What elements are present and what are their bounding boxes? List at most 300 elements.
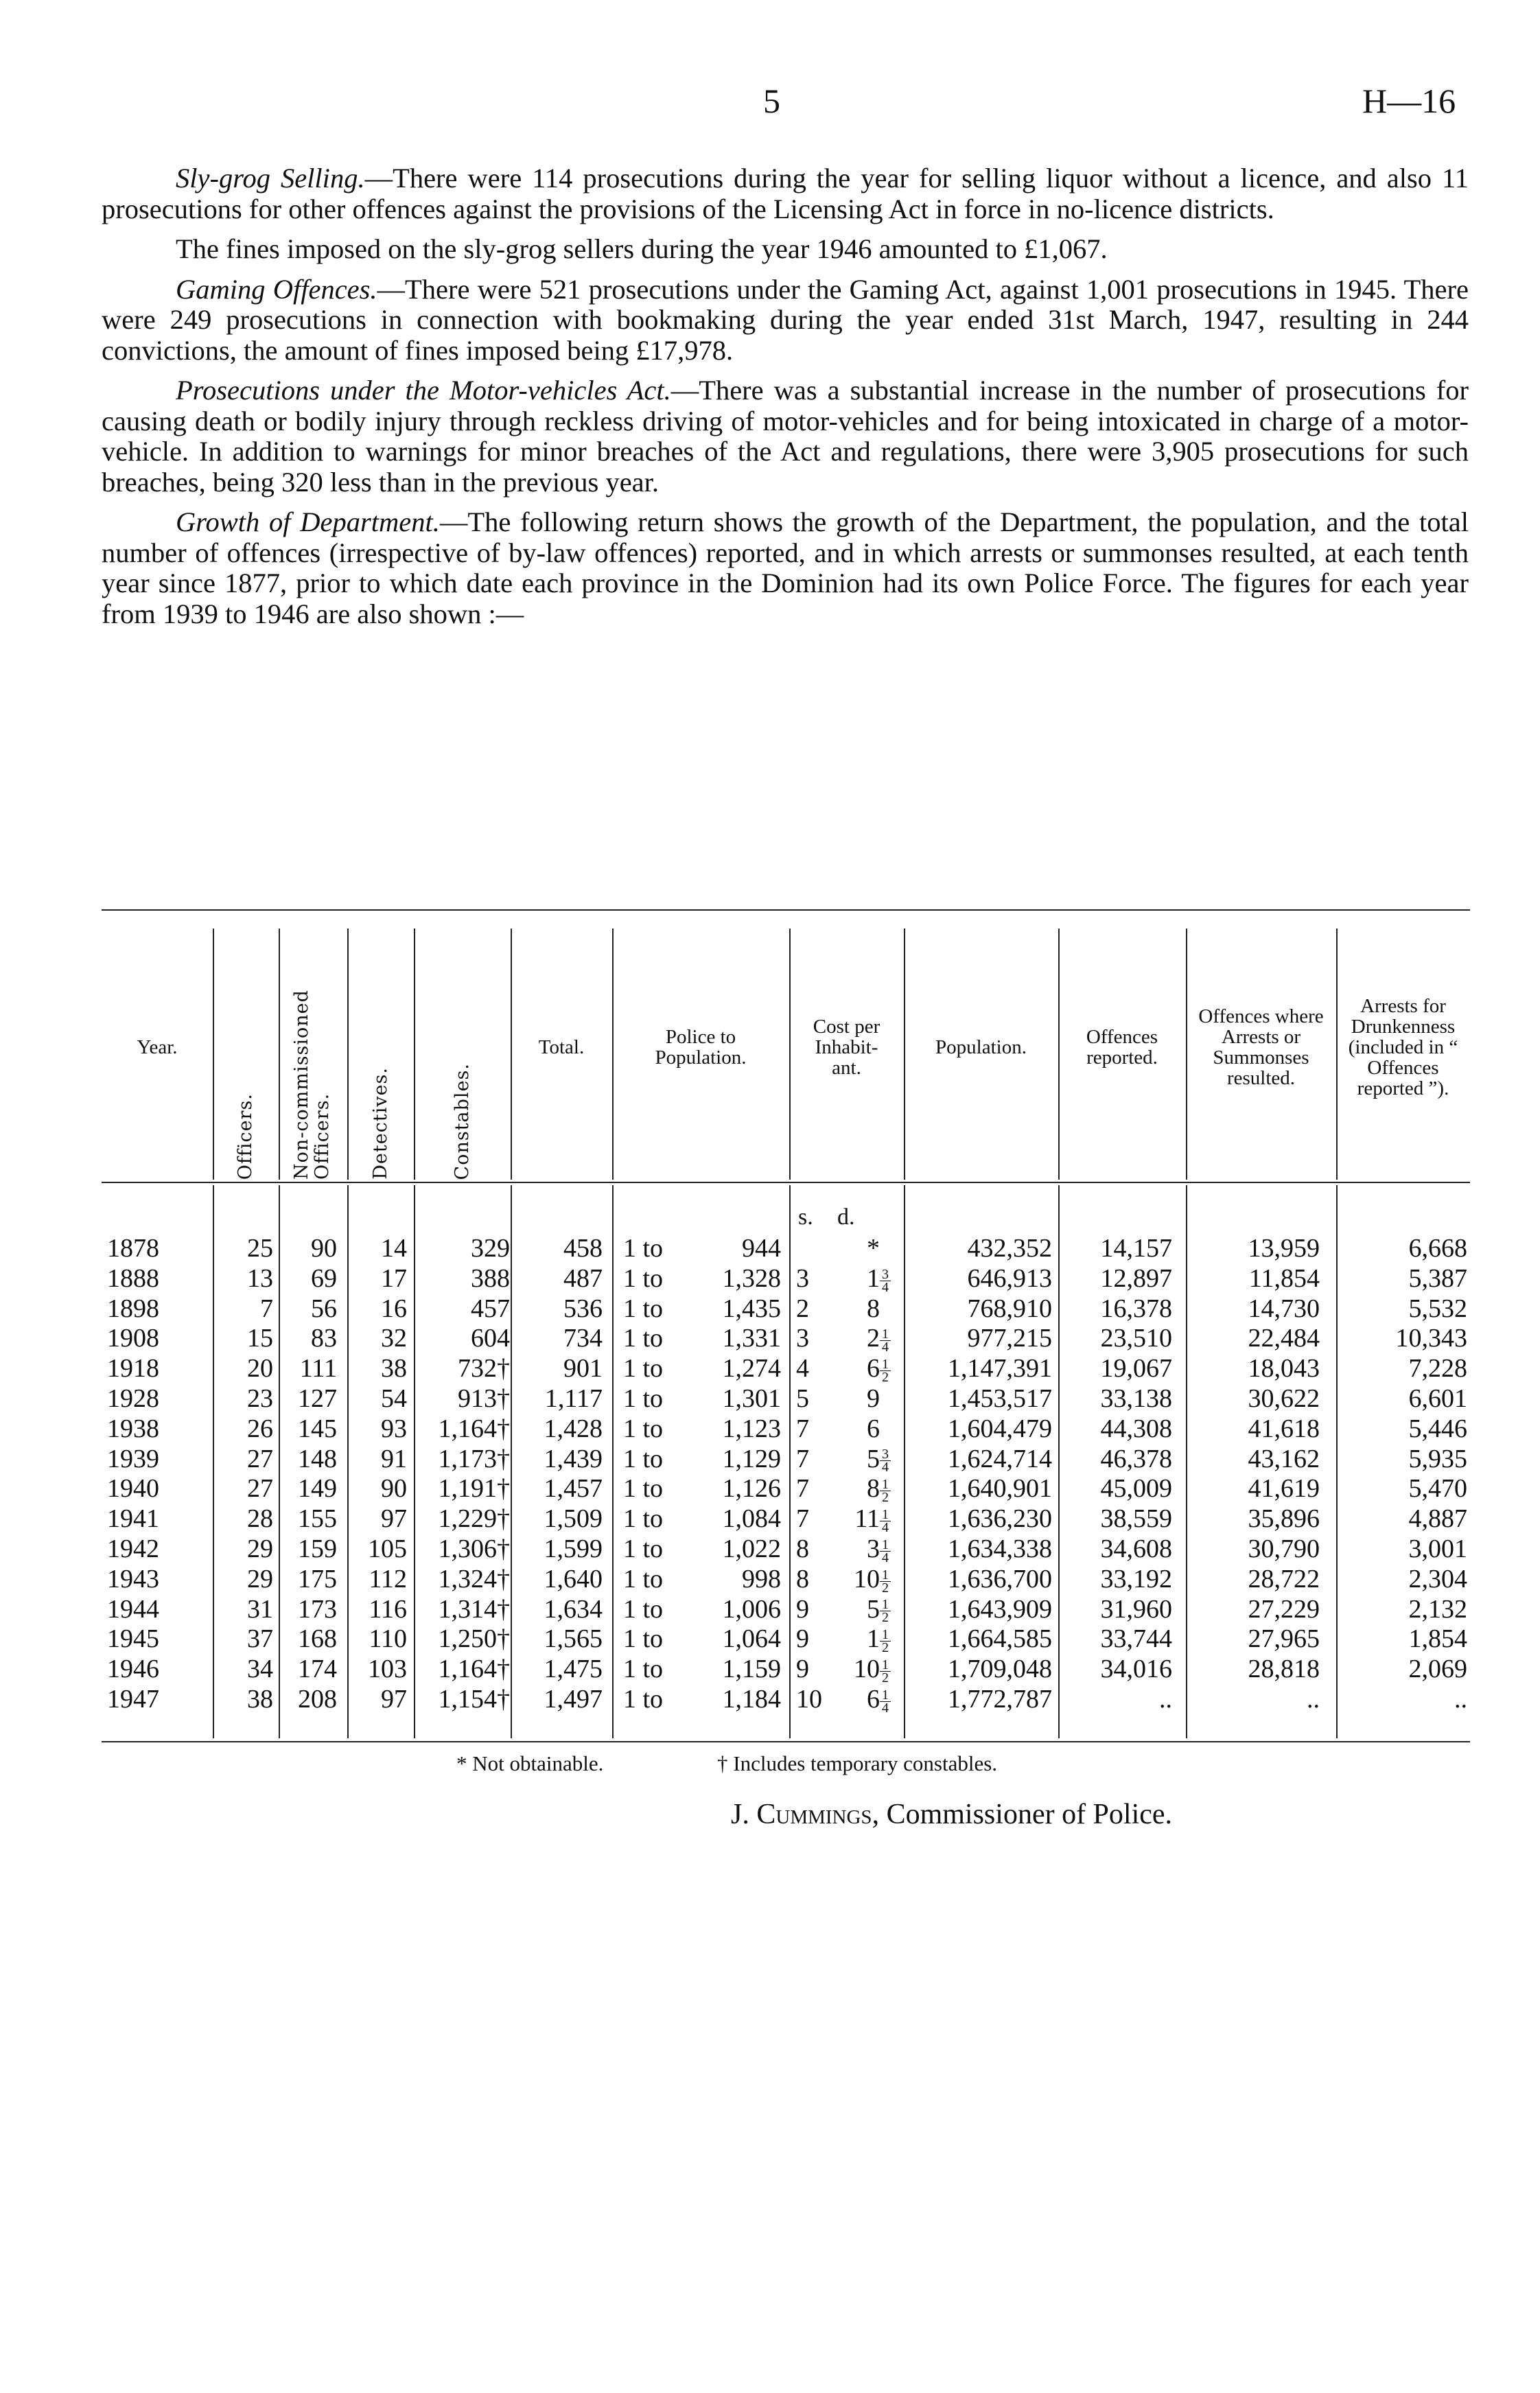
cell-constables: 1,229† xyxy=(438,1504,510,1534)
ratio-prefix: 1 to xyxy=(623,1594,664,1624)
cell-arrests-summonses: 13,959 xyxy=(1248,1234,1320,1263)
paragraph-heading: Growth of Department. xyxy=(176,506,440,537)
column-divider xyxy=(347,929,349,1180)
cell-police-to-population xyxy=(623,1564,781,1594)
cell-arrests-summonses: 22,484 xyxy=(1248,1324,1320,1353)
cost-pence-fraction: $\frac{1}{4}$ xyxy=(880,1508,891,1534)
cell-year: 1888 xyxy=(107,1263,159,1293)
cell-police-to-population xyxy=(623,1323,781,1353)
cell-offences: 34,608 xyxy=(1100,1534,1172,1563)
ratio-prefix: 1 to xyxy=(623,1294,664,1323)
cell-arrests-summonses: 30,622 xyxy=(1248,1384,1320,1413)
cell-police-to-population xyxy=(623,1504,781,1534)
cell-total: 1,439 xyxy=(544,1444,603,1473)
cost-pence-whole: 10 xyxy=(854,1655,880,1684)
cell-total: 1,509 xyxy=(544,1504,603,1534)
cell-cost-shillings: 8 xyxy=(796,1564,809,1594)
cell-constables: 1,314† xyxy=(438,1594,510,1624)
cell-nco: 174 xyxy=(298,1655,337,1684)
column-divider xyxy=(904,929,905,1180)
column-divider xyxy=(612,1185,614,1738)
cost-pence-whole: 1 xyxy=(867,1624,880,1654)
cell-cost-shillings: 7 xyxy=(796,1474,809,1504)
table-header-rule xyxy=(102,1182,1470,1183)
cell-population: 1,636,700 xyxy=(948,1564,1052,1594)
cost-pence-whole: 11 xyxy=(854,1504,880,1534)
cell-police-to-population xyxy=(623,1444,781,1474)
cell-year: 1942 xyxy=(107,1534,159,1563)
column-divider xyxy=(1186,1185,1187,1738)
cell-year: 1898 xyxy=(107,1294,159,1323)
paragraph-text: —There were 114 prosecutions during the year for selling liquor without a licence, and also 11 prosecutions for other offences against the provisions of the Licensing Act in force in no-licence districts. xyxy=(102,163,1469,224)
footnote-temporary-constables: † Includes temporary constables. xyxy=(717,1751,998,1775)
cell-detectives: 116 xyxy=(369,1594,407,1624)
ratio-prefix: 1 to xyxy=(623,1504,664,1534)
cell-nco: 168 xyxy=(298,1624,337,1654)
cost-pence-fraction: $\frac{1}{2}$ xyxy=(880,1569,891,1594)
column-divider xyxy=(279,929,280,1180)
cell-arrests-summonses: 41,618 xyxy=(1248,1414,1320,1443)
cost-unit-shillings: s. xyxy=(798,1204,813,1230)
cell-police-to-population xyxy=(623,1263,781,1294)
ratio-prefix: 1 to xyxy=(623,1414,664,1443)
cell-arrests-summonses: 30,790 xyxy=(1248,1534,1320,1563)
cell-total: 1,497 xyxy=(544,1685,603,1714)
signature-initial: J. xyxy=(731,1799,757,1830)
cell-constables: 604 xyxy=(471,1324,510,1353)
cost-pence-whole: 8 xyxy=(867,1474,880,1504)
cell-nco: 175 xyxy=(298,1564,337,1594)
cell-offences: 38,559 xyxy=(1100,1504,1172,1534)
cell-cost-pence xyxy=(867,1624,891,1654)
cell-constables: 1,164† xyxy=(438,1655,510,1684)
cell-cost-shillings: 4 xyxy=(796,1354,809,1384)
ratio-value: 1,126 xyxy=(722,1474,781,1504)
table-bottom-rule xyxy=(102,1741,1470,1742)
cell-officers: 7 xyxy=(260,1294,273,1323)
cell-cost-shillings: 9 xyxy=(796,1594,809,1624)
ratio-value: 1,274 xyxy=(722,1354,781,1384)
cell-year: 1944 xyxy=(107,1594,159,1624)
cell-population: 1,604,479 xyxy=(948,1414,1052,1443)
table-row xyxy=(102,1294,1470,1324)
header-arrests-summonses-label: Offences where Arrests or Summonses resulted. xyxy=(1198,1005,1324,1089)
cell-total: 458 xyxy=(563,1234,603,1263)
cell-year: 1946 xyxy=(107,1655,159,1684)
column-divider xyxy=(511,929,512,1180)
cell-officers: 27 xyxy=(247,1444,273,1473)
table-row xyxy=(102,1684,1470,1714)
cell-offences: 46,378 xyxy=(1100,1444,1172,1473)
cell-offences: 16,378 xyxy=(1100,1294,1172,1323)
cell-detectives: 16 xyxy=(381,1294,407,1323)
cell-nco: 155 xyxy=(298,1504,337,1534)
cell-drunkenness: 6,601 xyxy=(1408,1384,1467,1413)
cell-drunkenness: .. xyxy=(1454,1685,1467,1714)
cell-year: 1878 xyxy=(107,1234,159,1263)
cell-cost-pence xyxy=(867,1233,891,1263)
table-row xyxy=(102,1594,1470,1624)
cell-nco: 69 xyxy=(311,1263,337,1293)
cell-officers: 34 xyxy=(247,1655,273,1684)
cost-pence-whole: * xyxy=(867,1234,880,1263)
column-divider xyxy=(414,1185,415,1738)
cell-cost-pence xyxy=(867,1473,891,1504)
cost-pence-fraction: $\frac{1}{4}$ xyxy=(880,1328,891,1353)
table-row xyxy=(102,1233,1470,1263)
ratio-prefix: 1 to xyxy=(623,1685,664,1714)
cell-population: 1,643,909 xyxy=(948,1594,1052,1624)
table-row xyxy=(102,1624,1470,1654)
header-nco xyxy=(279,915,347,1180)
cell-year: 1918 xyxy=(107,1354,159,1384)
ratio-value: 1,301 xyxy=(722,1384,781,1413)
header-drunkenness-label: Arrests for Drunkenness (included in “ Offences reported ”). xyxy=(1348,995,1458,1099)
ratio-value: 1,129 xyxy=(722,1444,781,1473)
ratio-prefix: 1 to xyxy=(623,1354,664,1384)
cell-nco: 83 xyxy=(311,1324,337,1353)
cost-pence-whole: 6 xyxy=(867,1354,880,1384)
cell-constables: 1,250† xyxy=(438,1624,510,1654)
header-nco-label: Non-commissioned Officers. xyxy=(291,990,333,1180)
cell-drunkenness: 5,387 xyxy=(1408,1263,1467,1293)
ratio-value: 1,184 xyxy=(722,1685,781,1714)
ratio-prefix: 1 to xyxy=(623,1324,664,1353)
cost-pence-fraction: $\frac{1}{2}$ xyxy=(880,1659,891,1684)
cell-police-to-population xyxy=(623,1233,781,1263)
cell-cost-shillings: 5 xyxy=(796,1384,809,1413)
cell-offences: 44,308 xyxy=(1100,1414,1172,1443)
cell-arrests-summonses: 27,229 xyxy=(1248,1594,1320,1624)
column-divider xyxy=(1186,929,1187,1180)
cell-police-to-population xyxy=(623,1624,781,1654)
cell-drunkenness: 3,001 xyxy=(1408,1534,1467,1563)
cell-officers: 28 xyxy=(247,1504,273,1534)
cell-detectives: 14 xyxy=(381,1234,407,1263)
cell-population: 1,453,517 xyxy=(948,1384,1052,1413)
cell-cost-pence xyxy=(867,1294,891,1324)
cell-total: 1,475 xyxy=(544,1655,603,1684)
cell-year: 1940 xyxy=(107,1474,159,1504)
ratio-value: 1,006 xyxy=(722,1594,781,1624)
cell-offences: 33,744 xyxy=(1100,1624,1172,1654)
table-row xyxy=(102,1323,1470,1353)
ratio-value: 1,022 xyxy=(722,1534,781,1563)
cell-total: 1,634 xyxy=(544,1594,603,1624)
cell-drunkenness: 10,343 xyxy=(1395,1324,1467,1353)
ratio-prefix: 1 to xyxy=(623,1384,664,1413)
cell-detectives: 32 xyxy=(381,1324,407,1353)
cell-total: 901 xyxy=(563,1354,603,1384)
header-constables-label: Constables. xyxy=(451,1062,473,1180)
cell-year: 1941 xyxy=(107,1504,159,1534)
cell-offences: .. xyxy=(1159,1685,1172,1714)
cell-cost-pence xyxy=(854,1564,891,1594)
cell-nco: 90 xyxy=(311,1234,337,1263)
cost-pence-whole: 9 xyxy=(867,1384,880,1413)
cell-year: 1938 xyxy=(107,1414,159,1443)
cell-offences: 33,192 xyxy=(1100,1564,1172,1594)
header-year: Year. xyxy=(137,1036,178,1058)
cell-cost-shillings: 10 xyxy=(796,1685,822,1714)
cell-year: 1939 xyxy=(107,1444,159,1473)
paragraph-growth xyxy=(102,507,1469,629)
cell-constables: 1,324† xyxy=(438,1564,510,1594)
ratio-prefix: 1 to xyxy=(623,1263,664,1293)
cost-pence-whole: 6 xyxy=(867,1414,880,1443)
cell-population: 1,636,230 xyxy=(948,1504,1052,1534)
cell-total: 1,117 xyxy=(544,1384,603,1413)
cell-constables: 388 xyxy=(471,1263,510,1293)
cost-pence-fraction: $\frac{1}{2}$ xyxy=(880,1478,891,1504)
cell-detectives: 97 xyxy=(381,1504,407,1534)
ratio-prefix: 1 to xyxy=(623,1234,664,1263)
cell-officers: 25 xyxy=(247,1234,273,1263)
cost-pence-whole: 5 xyxy=(867,1444,880,1473)
cell-detectives: 110 xyxy=(369,1624,407,1654)
cell-detectives: 112 xyxy=(369,1564,407,1594)
table-row xyxy=(102,1564,1470,1594)
header-officers xyxy=(213,915,279,1180)
column-divider xyxy=(1058,1185,1060,1738)
cell-arrests-summonses: 11,854 xyxy=(1248,1263,1320,1293)
cost-pence-fraction: $\frac{3}{4}$ xyxy=(880,1268,891,1294)
cell-officers: 26 xyxy=(247,1414,273,1443)
header-detectives xyxy=(347,915,414,1180)
cell-police-to-population xyxy=(623,1684,781,1714)
signature xyxy=(731,1798,1172,1831)
cost-pence-fraction: $\frac{1}{4}$ xyxy=(880,1689,891,1714)
cell-cost-pence xyxy=(867,1534,891,1564)
cell-year: 1908 xyxy=(107,1324,159,1353)
cell-cost-pence xyxy=(867,1414,891,1444)
cell-cost-pence xyxy=(867,1684,891,1714)
cell-officers: 27 xyxy=(247,1474,273,1504)
cell-detectives: 93 xyxy=(381,1414,407,1443)
cell-drunkenness: 4,887 xyxy=(1408,1504,1467,1534)
column-divider xyxy=(1336,929,1338,1180)
paragraph-text: —There were 521 prosecutions under the Gaming Act, against 1,001 prosecutions in 1945. There were 249 prosecutions in connection with bookmaking during the year ended 31st March, 1947, resulting in 244 convictions, the amount of fines imposed being £17,978. xyxy=(102,273,1469,366)
cell-police-to-population xyxy=(623,1534,781,1564)
paragraph-text: The fines imposed on the sly-grog sellers during the year 1946 amounted to £1,067. xyxy=(176,233,1108,264)
ratio-value: 998 xyxy=(742,1564,781,1594)
cell-population: 768,910 xyxy=(967,1294,1052,1323)
column-divider xyxy=(213,1185,214,1738)
ratio-value: 1,064 xyxy=(722,1624,781,1654)
cell-offences: 23,510 xyxy=(1100,1324,1172,1353)
column-divider xyxy=(414,929,415,1180)
cell-arrests-summonses: 35,896 xyxy=(1248,1504,1320,1534)
cell-nco: 111 xyxy=(299,1354,337,1384)
cell-constables: 1,154† xyxy=(438,1685,510,1714)
document-reference: H—16 xyxy=(1362,82,1456,120)
cell-population: 977,215 xyxy=(967,1324,1052,1353)
cell-arrests-summonses: 28,818 xyxy=(1248,1655,1320,1684)
cell-constables: 1,173† xyxy=(438,1444,510,1473)
cost-pence-whole: 5 xyxy=(867,1594,880,1624)
ratio-prefix: 1 to xyxy=(623,1474,664,1504)
table-top-rule xyxy=(102,909,1470,911)
cell-cost-pence xyxy=(867,1353,891,1384)
cell-total: 536 xyxy=(563,1294,603,1323)
footnote-not-obtainable: * Not obtainable. xyxy=(456,1751,604,1775)
header-offences-reported xyxy=(1058,915,1186,1180)
column-divider xyxy=(511,1185,512,1738)
cell-population: 646,913 xyxy=(967,1263,1052,1293)
cell-drunkenness: 2,132 xyxy=(1408,1594,1467,1624)
cell-detectives: 90 xyxy=(381,1474,407,1504)
column-divider xyxy=(789,1185,791,1738)
cost-pence-fraction: $\frac{1}{2}$ xyxy=(880,1629,891,1654)
cell-arrests-summonses: .. xyxy=(1307,1685,1320,1714)
cell-drunkenness: 6,668 xyxy=(1408,1234,1467,1263)
paragraph-motor-vehicles xyxy=(102,375,1469,498)
cell-year: 1947 xyxy=(107,1685,159,1714)
cell-constables: 329 xyxy=(471,1234,510,1263)
cell-arrests-summonses: 43,162 xyxy=(1248,1444,1320,1473)
cell-officers: 13 xyxy=(247,1263,273,1293)
table-row xyxy=(102,1414,1470,1444)
cell-drunkenness: 2,304 xyxy=(1408,1564,1467,1594)
cost-pence-whole: 8 xyxy=(867,1294,880,1323)
column-divider xyxy=(612,929,614,1180)
cost-pence-whole: 6 xyxy=(867,1685,880,1714)
table-row xyxy=(102,1504,1470,1534)
cost-pence-whole: 3 xyxy=(867,1534,880,1563)
ratio-prefix: 1 to xyxy=(623,1655,664,1684)
paragraph-text: —There was a substantial increase in the number of prosecutions for causing death or bodily injury through reckless driving of motor-vehicles and for being intoxicated in charge of a motor-vehicle. In addition to warnings for minor breaches of the Act and regulations, there were 3,905 prosecutions for such breaches, being 320 less than in the previous year. xyxy=(102,375,1469,498)
header-officers-label: Officers. xyxy=(235,1093,256,1180)
column-divider xyxy=(789,929,791,1180)
ratio-prefix: 1 to xyxy=(623,1564,664,1594)
table-row xyxy=(102,1473,1470,1504)
cell-nco: 145 xyxy=(298,1414,337,1443)
cell-cost-pence xyxy=(867,1594,891,1624)
cell-police-to-population xyxy=(623,1594,781,1624)
cell-cost-pence xyxy=(867,1444,891,1474)
cell-offences: 12,897 xyxy=(1100,1263,1172,1293)
cell-detectives: 105 xyxy=(368,1534,407,1563)
paragraph-heading: Gaming Offences. xyxy=(176,273,377,305)
header-population: Population. xyxy=(935,1036,1027,1058)
ratio-prefix: 1 to xyxy=(623,1624,664,1654)
cell-officers: 29 xyxy=(247,1564,273,1594)
cell-cost-pence xyxy=(867,1263,891,1294)
cell-officers: 38 xyxy=(247,1685,273,1714)
table-row xyxy=(102,1444,1470,1474)
cell-constables: 732† xyxy=(458,1354,510,1384)
cell-drunkenness: 5,532 xyxy=(1408,1294,1467,1323)
cell-detectives: 17 xyxy=(381,1263,407,1293)
header-offences-reported-label: Offences reported. xyxy=(1086,1026,1158,1069)
signature-name: Cummings xyxy=(756,1799,872,1830)
cell-constables: 1,306† xyxy=(438,1534,510,1563)
paragraph-heading: Sly-grog Selling. xyxy=(176,163,365,194)
table-row xyxy=(102,1534,1470,1564)
cell-detectives: 38 xyxy=(381,1354,407,1384)
cell-officers: 29 xyxy=(247,1534,273,1563)
column-divider xyxy=(213,929,214,1180)
cell-constables: 457 xyxy=(471,1294,510,1323)
cell-population: 1,634,338 xyxy=(948,1534,1052,1563)
cell-cost-pence xyxy=(854,1654,891,1684)
cell-nco: 148 xyxy=(298,1444,337,1473)
ratio-value: 1,123 xyxy=(722,1414,781,1443)
cell-police-to-population xyxy=(623,1294,781,1324)
cell-officers: 20 xyxy=(247,1354,273,1384)
cell-cost-shillings: 8 xyxy=(796,1534,809,1563)
cost-pence-fraction: $\frac{3}{4}$ xyxy=(880,1448,891,1473)
cell-total: 1,599 xyxy=(544,1534,603,1563)
cell-offences: 33,138 xyxy=(1100,1384,1172,1413)
cell-arrests-summonses: 14,730 xyxy=(1248,1294,1320,1323)
cell-arrests-summonses: 41,619 xyxy=(1248,1474,1320,1504)
header-detectives-label: Detectives. xyxy=(369,1067,391,1180)
cost-pence-whole: 1 xyxy=(867,1263,880,1293)
cell-constables: 1,191† xyxy=(438,1474,510,1504)
cell-population: 1,772,787 xyxy=(948,1685,1052,1714)
table-row xyxy=(102,1263,1470,1294)
cell-year: 1943 xyxy=(107,1564,159,1594)
cell-total: 1,457 xyxy=(544,1474,603,1504)
header-cost-per-inhabitant xyxy=(789,915,904,1180)
cell-nco: 127 xyxy=(298,1384,337,1413)
cell-cost-pence xyxy=(867,1323,891,1353)
cell-year: 1945 xyxy=(107,1624,159,1654)
cell-cost-shillings: 9 xyxy=(796,1624,809,1654)
header-cost-label: Cost per Inhabit-ant. xyxy=(813,1016,880,1079)
paragraph-sly-grog xyxy=(102,163,1469,224)
cell-officers: 31 xyxy=(247,1594,273,1624)
cell-nco: 149 xyxy=(298,1474,337,1504)
paragraph-text: —The following return shows the growth of the Department, the population, and the total number of offences (irrespective of by-law offences) reported, and in which arrests or summonses resulted, at each tenth year since 1877, prior to which date each province in the Dominion had its own Police Force. The figures for each year from 1939 to 1946 are also shown :— xyxy=(102,506,1469,629)
table-row xyxy=(102,1353,1470,1384)
signature-title: , Commissioner of Police. xyxy=(872,1799,1173,1830)
cell-police-to-population xyxy=(623,1353,781,1384)
ratio-value: 1,159 xyxy=(722,1655,781,1684)
cell-total: 487 xyxy=(563,1263,603,1293)
cell-drunkenness: 2,069 xyxy=(1408,1655,1467,1684)
cell-drunkenness: 1,854 xyxy=(1408,1624,1467,1654)
ratio-value: 944 xyxy=(742,1234,781,1263)
cell-police-to-population xyxy=(623,1654,781,1684)
cell-police-to-population xyxy=(623,1414,781,1444)
cell-nco: 173 xyxy=(298,1594,337,1624)
column-divider xyxy=(1336,1185,1338,1738)
ratio-value: 1,328 xyxy=(722,1263,781,1293)
cell-police-to-population xyxy=(623,1473,781,1504)
cost-pence-whole: 2 xyxy=(867,1324,880,1353)
cell-offences: 14,157 xyxy=(1100,1234,1172,1263)
cell-total: 1,640 xyxy=(544,1564,603,1594)
cell-constables: 1,164† xyxy=(438,1414,510,1443)
cell-detectives: 54 xyxy=(381,1384,407,1413)
cell-cost-shillings: 7 xyxy=(796,1444,809,1473)
cell-population: 1,147,391 xyxy=(948,1354,1052,1384)
cell-detectives: 103 xyxy=(368,1655,407,1684)
cell-officers: 15 xyxy=(247,1324,273,1353)
body-text xyxy=(102,163,1469,639)
cell-drunkenness: 5,935 xyxy=(1408,1444,1467,1473)
cell-cost-shillings: 2 xyxy=(796,1294,809,1323)
ratio-value: 1,084 xyxy=(722,1504,781,1534)
cell-arrests-summonses: 18,043 xyxy=(1248,1354,1320,1384)
paragraph-heading: Prosecutions under the Motor-vehicles Act. xyxy=(176,375,671,406)
cost-pence-fraction: $\frac{1}{2}$ xyxy=(880,1598,891,1624)
cell-population: 1,709,048 xyxy=(948,1655,1052,1684)
header-arrests-summonses xyxy=(1186,915,1336,1180)
cell-cost-shillings: 7 xyxy=(796,1504,809,1534)
